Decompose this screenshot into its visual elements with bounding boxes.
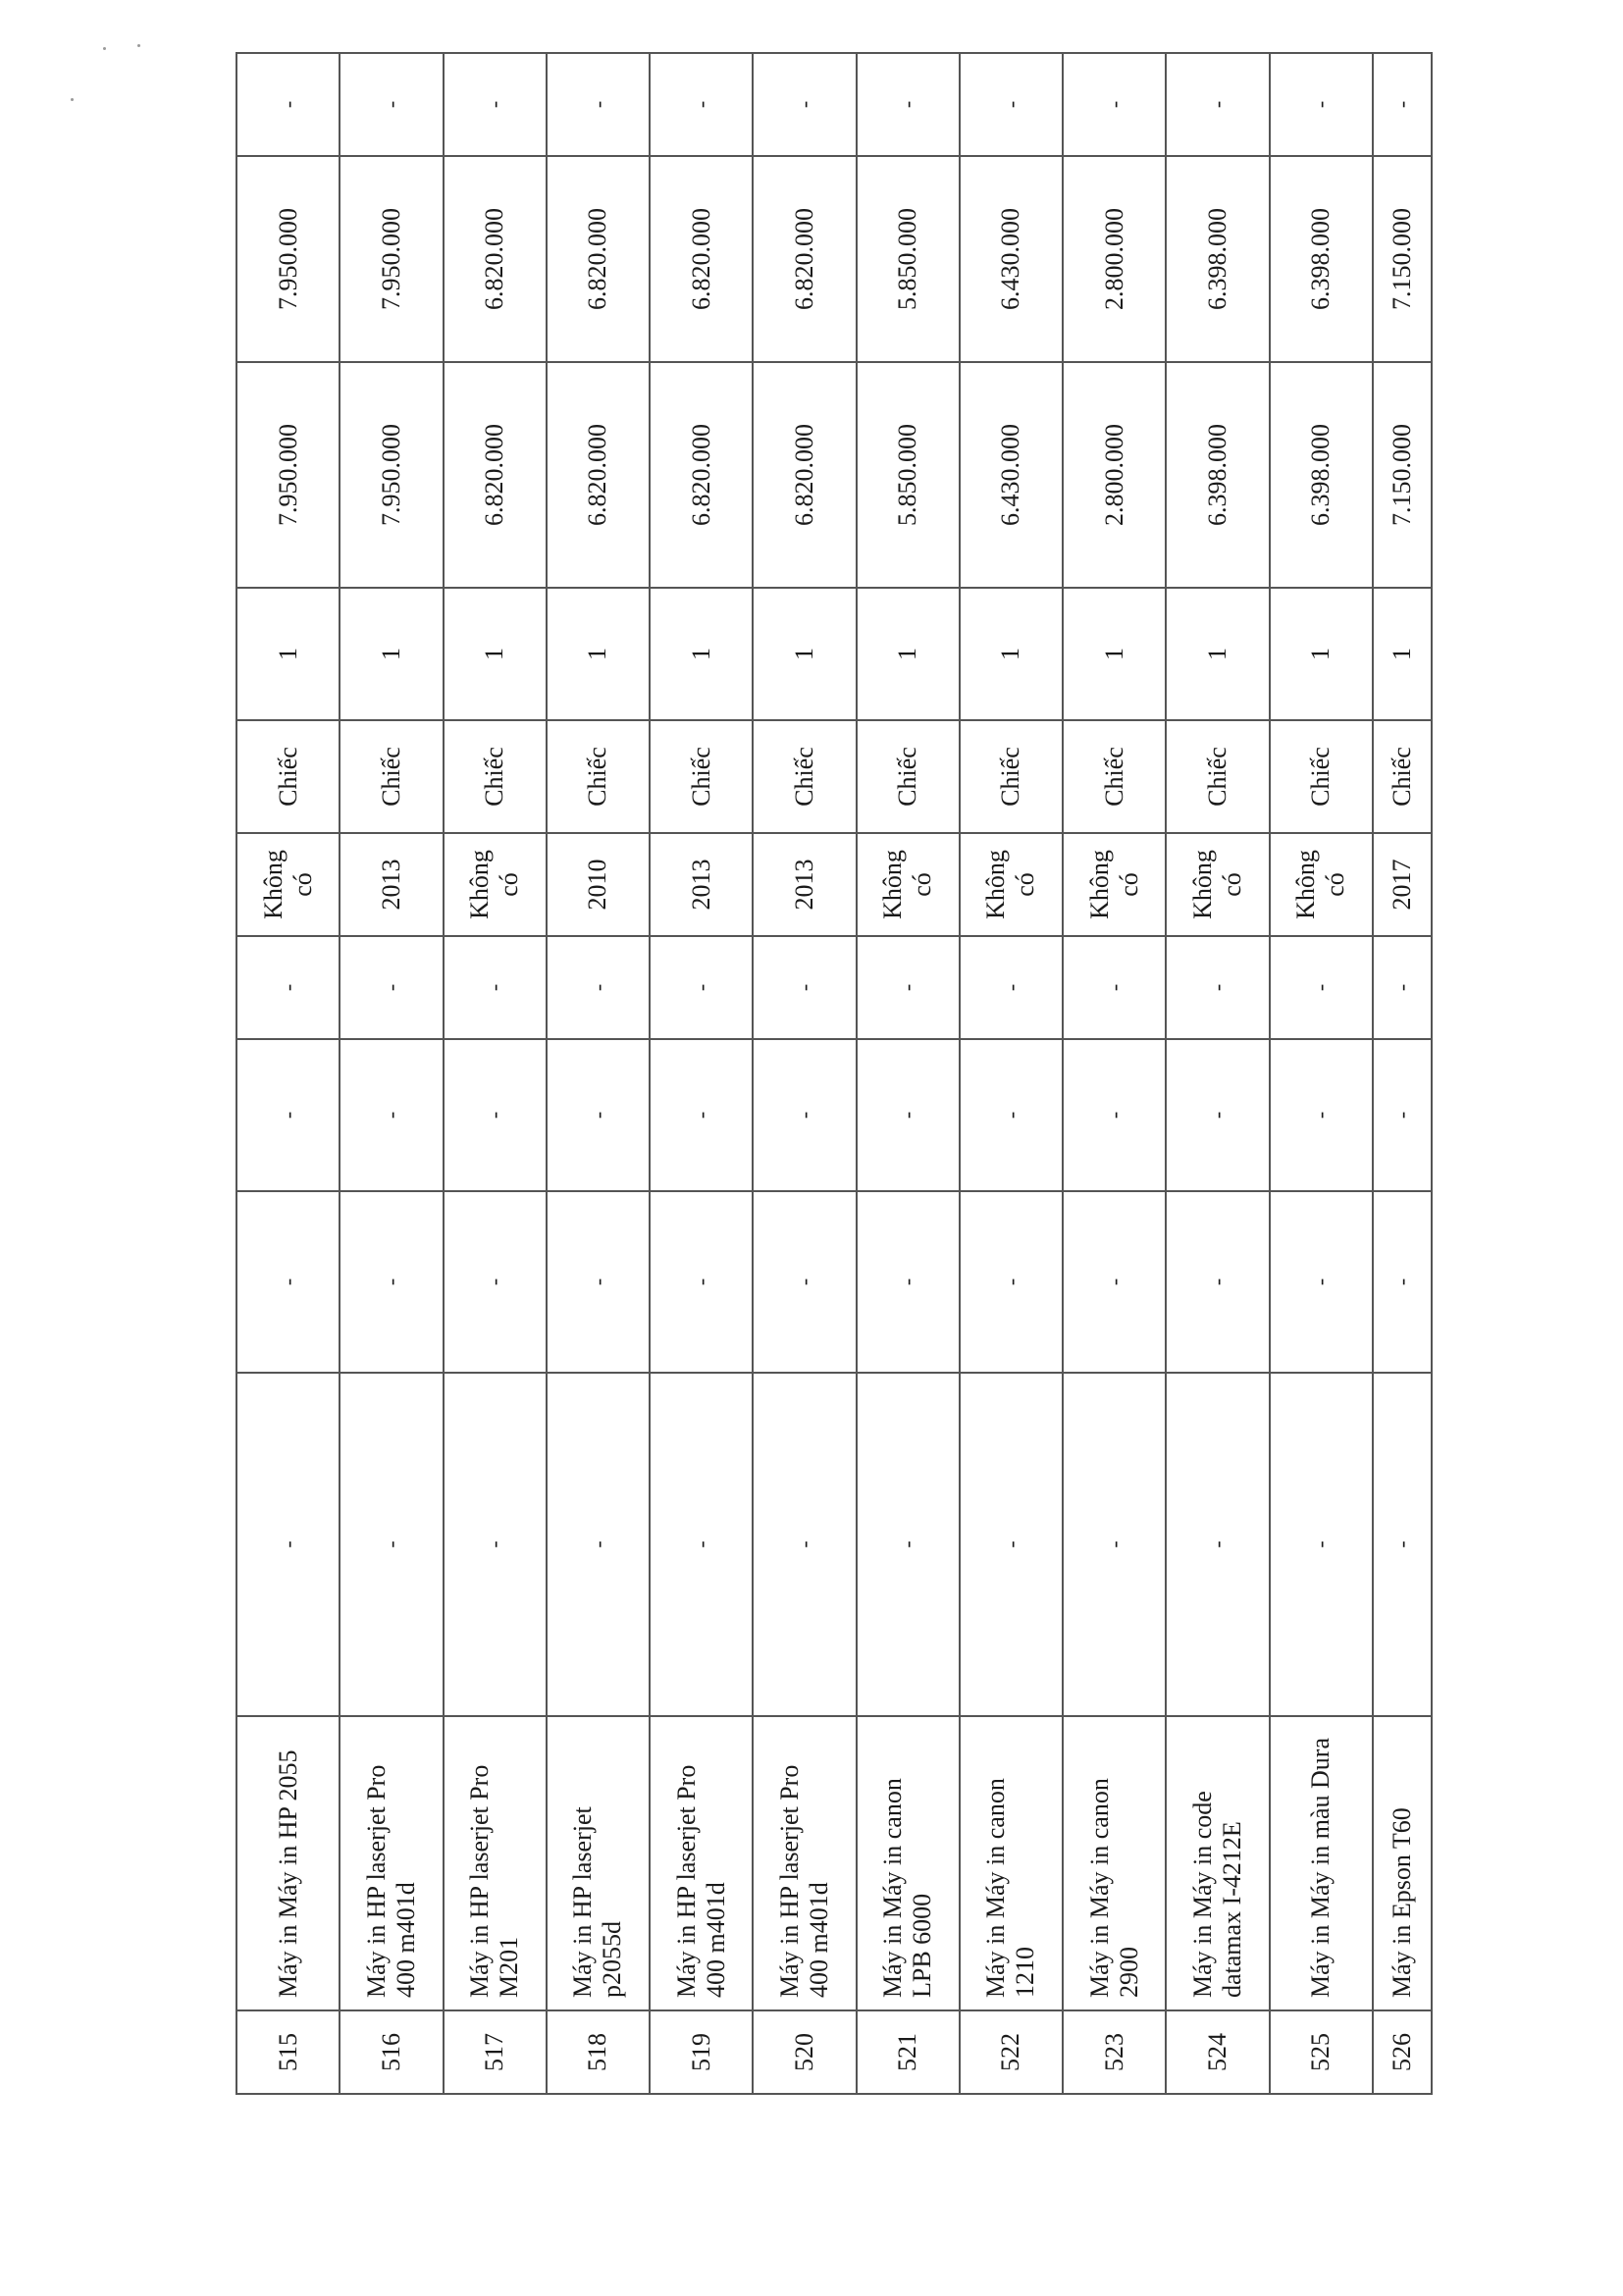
table-row (650, 53, 753, 2094)
total-value-cell: 7.950.000 (236, 156, 340, 362)
empty-field-cell: - (1373, 936, 1432, 1039)
empty-field-cell: - (650, 1039, 753, 1191)
unit-cell: Chiếc (650, 720, 753, 833)
table-row (444, 53, 547, 2094)
empty-field-cell: - (340, 1039, 443, 1191)
year-of-use-cell: 2013 (650, 833, 753, 936)
empty-field-cell: - (1166, 1191, 1269, 1373)
unit-price-cell: 7.150.000 (1373, 362, 1432, 588)
empty-field-cell: - (960, 936, 1063, 1039)
empty-field-cell: - (444, 1191, 547, 1373)
empty-field-cell: - (1063, 1039, 1166, 1191)
unit-price-cell: 7.950.000 (340, 362, 443, 588)
note-cell: - (650, 53, 753, 156)
row-number-cell: 515 (236, 2010, 340, 2094)
total-value-cell: 6.820.000 (444, 156, 547, 362)
total-value-cell: 6.820.000 (753, 156, 856, 362)
empty-field-cell: - (1270, 1373, 1373, 1716)
unit-cell: Chiếc (547, 720, 650, 833)
note-cell: - (340, 53, 443, 156)
empty-field-cell: - (960, 1191, 1063, 1373)
empty-field-cell: - (1063, 936, 1166, 1039)
empty-field-cell: - (236, 936, 340, 1039)
table-row (1270, 53, 1373, 2094)
empty-field-cell: - (753, 936, 856, 1039)
quantity-cell: 1 (340, 588, 443, 720)
empty-field-cell: - (650, 1191, 753, 1373)
year-of-use-cell: Không có (960, 833, 1063, 936)
empty-field-cell: - (1373, 1039, 1432, 1191)
note-cell: - (857, 53, 960, 156)
unit-price-cell: 5.850.000 (857, 362, 960, 588)
unit-cell: Chiếc (753, 720, 856, 833)
empty-field-cell: - (960, 1373, 1063, 1716)
quantity-cell: 1 (236, 588, 340, 720)
quantity-cell: 1 (1063, 588, 1166, 720)
total-value-cell: 2.800.000 (1063, 156, 1166, 362)
empty-field-cell: - (1166, 1039, 1269, 1191)
unit-price-cell: 6.820.000 (547, 362, 650, 588)
item-name-cell: Máy in Máy in canon 1210 (960, 1716, 1063, 2010)
unit-cell: Chiếc (857, 720, 960, 833)
empty-field-cell: - (547, 936, 650, 1039)
quantity-cell: 1 (1373, 588, 1432, 720)
quantity-cell: 1 (753, 588, 856, 720)
table-row (857, 53, 960, 2094)
empty-field-cell: - (444, 936, 547, 1039)
table-row (960, 53, 1063, 2094)
unit-price-cell: 6.820.000 (444, 362, 547, 588)
empty-field-cell: - (1063, 1373, 1166, 1716)
year-of-use-cell: Không có (1166, 833, 1269, 936)
note-cell: - (1166, 53, 1269, 156)
scan-speck (103, 47, 106, 50)
item-name-cell: Máy in HP laserjet Pro 400 m401d (340, 1716, 443, 2010)
year-of-use-cell: 2017 (1373, 833, 1432, 936)
row-number-cell: 518 (547, 2010, 650, 2094)
row-number-cell: 526 (1373, 2010, 1432, 2094)
empty-field-cell: - (236, 1191, 340, 1373)
item-name-cell: Máy in Máy in canon 2900 (1063, 1716, 1166, 2010)
empty-field-cell: - (1373, 1373, 1432, 1716)
row-number-cell: 516 (340, 2010, 443, 2094)
table-body (236, 53, 1432, 2094)
note-cell: - (236, 53, 340, 156)
unit-price-cell: 6.820.000 (753, 362, 856, 588)
quantity-cell: 1 (444, 588, 547, 720)
quantity-cell: 1 (1270, 588, 1373, 720)
year-of-use-cell: Không có (236, 833, 340, 936)
empty-field-cell: - (960, 1039, 1063, 1191)
quantity-cell: 1 (650, 588, 753, 720)
row-number-cell: 522 (960, 2010, 1063, 2094)
empty-field-cell: - (444, 1039, 547, 1191)
empty-field-cell: - (753, 1373, 856, 1716)
quantity-cell: 1 (547, 588, 650, 720)
unit-cell: Chiếc (1063, 720, 1166, 833)
item-name-cell: Máy in HP laserjet p2055d (547, 1716, 650, 2010)
empty-field-cell: - (753, 1039, 856, 1191)
empty-field-cell: - (1270, 936, 1373, 1039)
unit-price-cell: 6.398.000 (1270, 362, 1373, 588)
table-row (1063, 53, 1166, 2094)
empty-field-cell: - (236, 1373, 340, 1716)
item-name-cell: Máy in Máy in code datamax I-4212E (1166, 1716, 1269, 2010)
empty-field-cell: - (1373, 1191, 1432, 1373)
row-number-cell: 517 (444, 2010, 547, 2094)
quantity-cell: 1 (857, 588, 960, 720)
empty-field-cell: - (547, 1373, 650, 1716)
unit-cell: Chiếc (1373, 720, 1432, 833)
row-number-cell: 519 (650, 2010, 753, 2094)
unit-cell: Chiếc (960, 720, 1063, 833)
total-value-cell: 7.150.000 (1373, 156, 1432, 362)
year-of-use-cell: Không có (444, 833, 547, 936)
unit-cell: Chiếc (236, 720, 340, 833)
document-page (236, 54, 1433, 2095)
unit-cell: Chiếc (1166, 720, 1269, 833)
total-value-cell: 6.398.000 (1166, 156, 1269, 362)
note-cell: - (753, 53, 856, 156)
year-of-use-cell: 2010 (547, 833, 650, 936)
total-value-cell: 6.398.000 (1270, 156, 1373, 362)
empty-field-cell: - (340, 1191, 443, 1373)
note-cell: - (1373, 53, 1432, 156)
empty-field-cell: - (650, 936, 753, 1039)
item-name-cell: Máy in HP laserjet Pro M201 (444, 1716, 547, 2010)
scan-speck (137, 44, 140, 47)
row-number-cell: 525 (1270, 2010, 1373, 2094)
empty-field-cell: - (1270, 1039, 1373, 1191)
year-of-use-cell: Không có (1270, 833, 1373, 936)
unit-price-cell: 2.800.000 (1063, 362, 1166, 588)
quantity-cell: 1 (1166, 588, 1269, 720)
quantity-cell: 1 (960, 588, 1063, 720)
total-value-cell: 6.430.000 (960, 156, 1063, 362)
year-of-use-cell: 2013 (340, 833, 443, 936)
item-name-cell: Máy in Máy in màu Dura (1270, 1716, 1373, 2010)
total-value-cell: 6.820.000 (650, 156, 753, 362)
row-number-cell: 521 (857, 2010, 960, 2094)
year-of-use-cell: Không có (857, 833, 960, 936)
empty-field-cell: - (1166, 936, 1269, 1039)
inventory-table (236, 52, 1433, 2095)
empty-field-cell: - (753, 1191, 856, 1373)
scan-speck (71, 98, 74, 101)
empty-field-cell: - (1270, 1191, 1373, 1373)
empty-field-cell: - (857, 936, 960, 1039)
total-value-cell: 7.950.000 (340, 156, 443, 362)
unit-price-cell: 6.398.000 (1166, 362, 1269, 588)
empty-field-cell: - (857, 1373, 960, 1716)
unit-price-cell: 6.430.000 (960, 362, 1063, 588)
unit-cell: Chiếc (1270, 720, 1373, 833)
empty-field-cell: - (1063, 1191, 1166, 1373)
year-of-use-cell: 2013 (753, 833, 856, 936)
year-of-use-cell: Không có (1063, 833, 1166, 936)
row-number-cell: 524 (1166, 2010, 1269, 2094)
unit-price-cell: 7.950.000 (236, 362, 340, 588)
empty-field-cell: - (547, 1039, 650, 1191)
item-name-cell: Máy in Máy in HP 2055 (236, 1716, 340, 2010)
empty-field-cell: - (1166, 1373, 1269, 1716)
table-row (1373, 53, 1432, 2094)
item-name-cell: Máy in Máy in canon LPB 6000 (857, 1716, 960, 2010)
unit-cell: Chiếc (340, 720, 443, 833)
table-row (753, 53, 856, 2094)
empty-field-cell: - (857, 1191, 960, 1373)
table-row (547, 53, 650, 2094)
empty-field-cell: - (857, 1039, 960, 1191)
total-value-cell: 5.850.000 (857, 156, 960, 362)
empty-field-cell: - (444, 1373, 547, 1716)
item-name-cell: Máy in HP laserjet Pro 400 m401d (650, 1716, 753, 2010)
empty-field-cell: - (340, 936, 443, 1039)
empty-field-cell: - (340, 1373, 443, 1716)
note-cell: - (444, 53, 547, 156)
empty-field-cell: - (650, 1373, 753, 1716)
empty-field-cell: - (547, 1191, 650, 1373)
unit-cell: Chiếc (444, 720, 547, 833)
row-number-cell: 523 (1063, 2010, 1166, 2094)
table-row (340, 53, 443, 2094)
item-name-cell: Máy in Epson T60 (1373, 1716, 1432, 2010)
empty-field-cell: - (236, 1039, 340, 1191)
table-row (1166, 53, 1269, 2094)
note-cell: - (547, 53, 650, 156)
note-cell: - (1063, 53, 1166, 156)
unit-price-cell: 6.820.000 (650, 362, 753, 588)
row-number-cell: 520 (753, 2010, 856, 2094)
total-value-cell: 6.820.000 (547, 156, 650, 362)
item-name-cell: Máy in HP laserjet Pro 400 m401d (753, 1716, 856, 2010)
note-cell: - (1270, 53, 1373, 156)
table-row (236, 53, 340, 2094)
note-cell: - (960, 53, 1063, 156)
